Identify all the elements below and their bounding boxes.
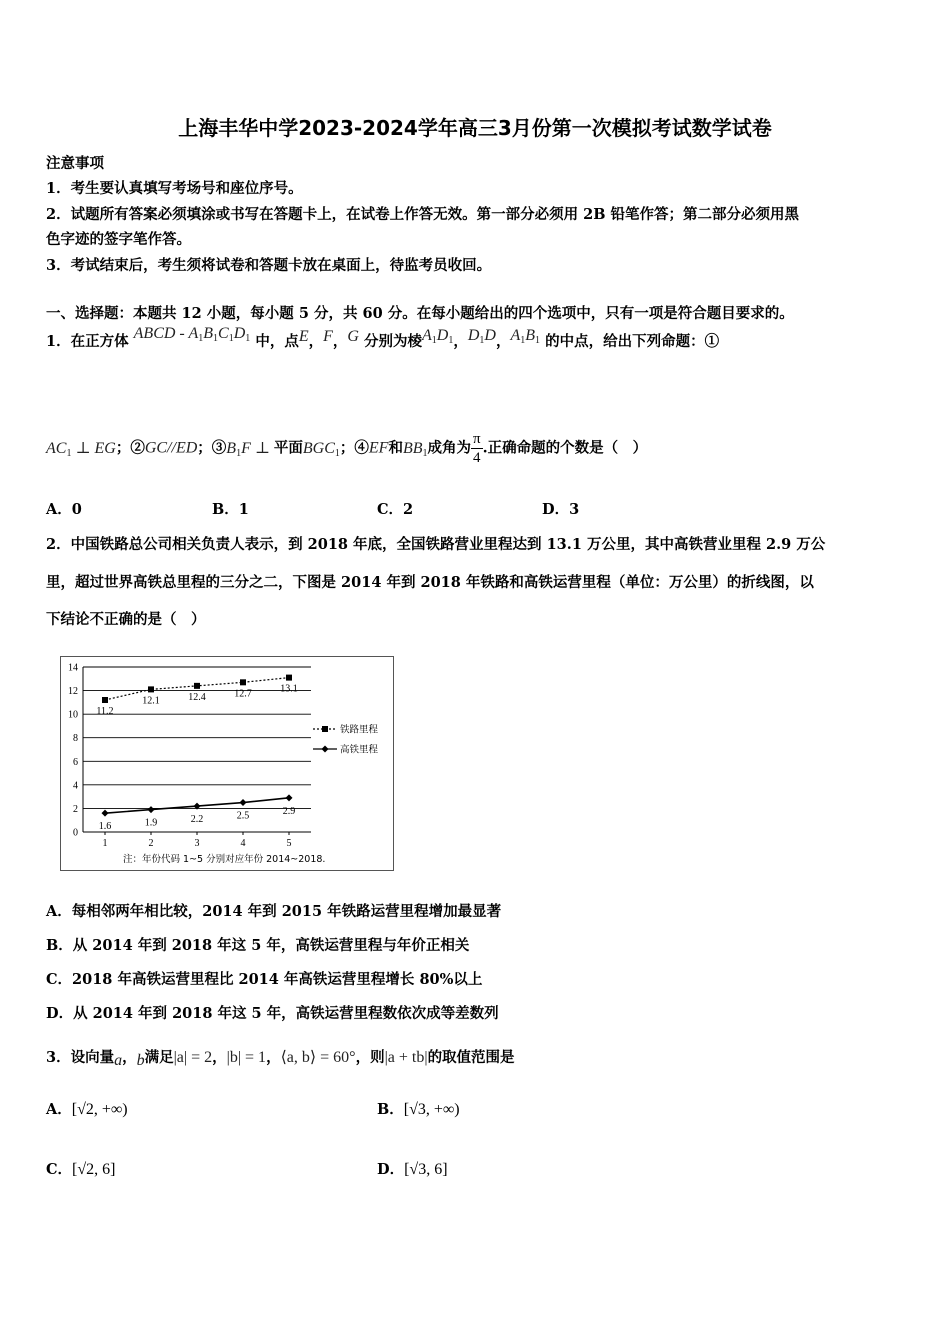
q1-comma-3: ， bbox=[453, 333, 468, 350]
highspeed-point-1 bbox=[102, 810, 109, 817]
q1-sep-1: ；② bbox=[115, 439, 145, 457]
y-tick-label-6: 6 bbox=[73, 756, 78, 768]
q1-p4-sub: 1 bbox=[422, 447, 428, 459]
q2-option-d[interactable]: D．从 2014 年到 2018 年这 5 年，高铁运营里程数依次成等差数列 bbox=[46, 1005, 499, 1022]
q1-d1d-s: 1 bbox=[479, 335, 485, 346]
q1-frac-top: π bbox=[472, 431, 481, 447]
railway-point-5 bbox=[286, 675, 292, 681]
y-tick-label-0: 0 bbox=[73, 827, 78, 839]
q1-pi-over-4 bbox=[471, 430, 483, 467]
y-tick-label-12: 12 bbox=[68, 686, 78, 698]
q1-p3-bgc-sub: 1 bbox=[334, 447, 340, 459]
q1-text-2: 中，点 bbox=[255, 333, 299, 350]
q3-option-c-label: C． bbox=[46, 1161, 73, 1178]
railway-point-1 bbox=[102, 697, 108, 703]
q1-comma-2: ， bbox=[332, 333, 348, 350]
q3-option-a-value: [√2, +∞) bbox=[71, 1101, 128, 1118]
q1-cube-sub3: 1 bbox=[228, 333, 234, 344]
legend-marker-railway bbox=[322, 726, 328, 732]
q3-comma: ， bbox=[122, 1049, 137, 1066]
q3-option-b-value: [√3, +∞) bbox=[403, 1101, 460, 1118]
y-tick-label-2: 2 bbox=[73, 803, 78, 815]
railway-label-3: 12.4 bbox=[188, 691, 206, 703]
q1-cube-label bbox=[134, 325, 251, 342]
question-3-line bbox=[46, 1046, 515, 1067]
railway-point-4 bbox=[240, 679, 246, 685]
highspeed-label-2: 1.9 bbox=[144, 817, 158, 829]
x-tick-label-3: 3 bbox=[194, 838, 200, 849]
q2-option-c[interactable]: C．2018 年高铁运营里程比 2014 年高铁运营里程增长 80%以上 bbox=[46, 971, 483, 988]
railway-point-2 bbox=[148, 686, 154, 692]
q3-abs-b: |b| = 1 bbox=[226, 1049, 267, 1066]
q1-p4-bb1 bbox=[403, 440, 428, 457]
q1-cube-sub4: 1 bbox=[245, 333, 251, 344]
q2-option-b[interactable]: B．从 2014 年到 2018 年这 5 年，高铁运营里程与年价正相关 bbox=[46, 937, 470, 954]
q1-option-a[interactable]: A．0 bbox=[46, 501, 82, 518]
railway-label-2: 12.1 bbox=[142, 695, 160, 707]
y-tick-label-8: 8 bbox=[73, 733, 78, 745]
highspeed-label-5: 2.9 bbox=[282, 805, 296, 817]
page-title: 上海丰华中学2023-2024学年高三3月份第一次模拟考试数学试卷 bbox=[178, 116, 772, 140]
y-tick-label-4: 4 bbox=[73, 780, 78, 792]
q1-a1b1-s2: 1 bbox=[535, 335, 541, 346]
q3-intro: 3．设向量 bbox=[46, 1049, 115, 1066]
q3-option-a-label: A． bbox=[46, 1101, 72, 1118]
notice-item-2a: 2．试题所有答案必须填涂或书写在答题卡上，在试卷上作答无效。第一部分必须用 2B 铅笔作答；第二部分必须用黑 bbox=[46, 206, 800, 223]
x-tick-label-5: 5 bbox=[286, 838, 292, 849]
q3-option-d-label: D． bbox=[377, 1161, 405, 1178]
q1-p4-angle: 成角为 bbox=[427, 439, 471, 457]
q1-p4-ef: EF bbox=[368, 439, 389, 457]
q1-cube-sub1: 1 bbox=[198, 333, 204, 344]
q3-abs-a: |a| = 2 bbox=[173, 1049, 213, 1066]
q1-cube-a: ABCD - A bbox=[133, 325, 199, 342]
question-1-line-1 bbox=[46, 325, 720, 352]
notice-item-2b: 色字迹的签字笔作答。 bbox=[46, 231, 191, 248]
q1-p3-b: B bbox=[226, 439, 237, 457]
q1-text-3: 分别为棱 bbox=[364, 333, 423, 350]
q1-point-g: G bbox=[347, 328, 359, 345]
legend-label-railway: 铁路里程 bbox=[340, 724, 379, 736]
line-chart bbox=[61, 657, 393, 870]
q3-option-c[interactable] bbox=[46, 1158, 115, 1179]
q1-d1d-d: D bbox=[467, 327, 480, 344]
line-chart-frame bbox=[60, 656, 394, 871]
q1-option-c[interactable]: C．2 bbox=[377, 501, 414, 518]
q1-text-4: 的中点，给出下列命题：① bbox=[545, 333, 720, 350]
q1-p3-bgc bbox=[303, 440, 340, 457]
q1-edge-a1d1 bbox=[422, 327, 453, 344]
highspeed-label-1: 1.6 bbox=[98, 821, 112, 833]
q3-text-2: 满足 bbox=[144, 1049, 174, 1066]
q1-p4-and: 和 bbox=[388, 439, 403, 457]
highspeed-point-2 bbox=[148, 806, 155, 813]
x-tick-label-4: 4 bbox=[240, 838, 246, 849]
q1-a1b1-a: A bbox=[510, 327, 521, 344]
q1-sep-3: ；④ bbox=[339, 439, 369, 457]
railway-label-1: 11.2 bbox=[96, 706, 114, 717]
q3-option-d[interactable] bbox=[377, 1158, 448, 1179]
section-heading: 一、选择题：本题共 12 小题，每小题 5 分，共 60 分。在每小题给出的四个选项中，只有一项是符合题目要求的。 bbox=[46, 305, 794, 322]
q1-a1b1-b: B bbox=[525, 327, 536, 344]
q1-a1d1-d: D bbox=[436, 327, 449, 344]
highspeed-label-3: 2.2 bbox=[190, 814, 204, 826]
q1-point-f: F bbox=[323, 328, 333, 345]
q1-cube-c: C bbox=[218, 325, 229, 342]
q3-option-a[interactable] bbox=[46, 1098, 128, 1119]
q1-p4-bb: BB bbox=[402, 439, 423, 457]
q3-angle: ⟨a, b⟩ = 60° bbox=[280, 1049, 356, 1066]
q3-vector-a: a bbox=[114, 1052, 123, 1069]
q1-p3-f: F bbox=[241, 439, 251, 457]
q1-sep-2: ；③ bbox=[197, 439, 227, 457]
q1-p3-perp: ⊥ bbox=[250, 439, 274, 457]
x-tick-label-1: 1 bbox=[102, 838, 108, 849]
q1-prop-3 bbox=[226, 440, 274, 457]
q1-p3-sub: 1 bbox=[236, 447, 242, 459]
y-tick-label-14: 14 bbox=[68, 662, 78, 674]
x-tick-label-2: 2 bbox=[148, 838, 154, 849]
q1-a1d1-s2: 1 bbox=[448, 335, 454, 346]
railway-label-5: 13.1 bbox=[280, 683, 298, 695]
q3-option-d-value: [√3, 6] bbox=[404, 1161, 448, 1178]
question-2-line-2: 里，超过世界高铁总里程的三分之二，下图是 2014 年到 2018 年铁路和高铁运营里程（单位：万公里）的折线图，以 bbox=[46, 574, 814, 591]
highspeed-label-4: 2.5 bbox=[236, 810, 250, 822]
railway-label-4: 12.7 bbox=[234, 688, 252, 700]
q1-a1d1-s1: 1 bbox=[431, 335, 437, 346]
q3-comma-3: ， bbox=[266, 1049, 281, 1066]
q1-prop-1 bbox=[46, 440, 116, 457]
notice-item-1: 1．考生要认真填写考场号和座位序号。 bbox=[46, 180, 303, 197]
q3-option-b[interactable] bbox=[377, 1098, 460, 1119]
q3-option-b-label: B． bbox=[377, 1101, 404, 1118]
y-tick-label-10: 10 bbox=[68, 709, 78, 721]
q1-d1d-d2: D bbox=[484, 327, 496, 344]
q1-p1-sub: 1 bbox=[66, 447, 72, 459]
q1-intro: 1．在正方体 bbox=[46, 333, 129, 350]
q1-p1-eg: ⊥ EG bbox=[71, 439, 116, 457]
q1-frac-bottom: 4 bbox=[473, 450, 481, 466]
question-2-line-1: 2．中国铁路总公司相关负责人表示，到 2018 年底，全国铁路营业里程达到 13.1 万公里，其中高铁营业里程 2.9 万公 bbox=[46, 536, 826, 553]
q1-p3-plane: 平面 bbox=[273, 439, 303, 457]
q3-text-3: ，则 bbox=[355, 1049, 385, 1066]
q3-vector-b: b bbox=[136, 1052, 145, 1069]
chart-note: 注：年份代码 1~5 分别对应年份 2014~2018. bbox=[123, 854, 326, 865]
q1-cube-d: D bbox=[233, 325, 246, 342]
q1-point-e: E bbox=[298, 328, 309, 345]
q1-a1d1-a: A bbox=[422, 327, 432, 344]
q1-p1-ac: AC bbox=[46, 439, 67, 457]
q3-text-4: 的取值范围是 bbox=[427, 1049, 515, 1066]
legend-label-highspeed: 高铁里程 bbox=[340, 744, 379, 756]
q1-edge-a1b1 bbox=[510, 327, 540, 344]
q1-option-d[interactable]: D．3 bbox=[542, 501, 580, 518]
q1-comma-4: ， bbox=[495, 333, 511, 350]
q1-cube-sub2: 1 bbox=[213, 333, 219, 344]
q1-a1b1-s1: 1 bbox=[520, 335, 526, 346]
highspeed-point-5 bbox=[286, 794, 293, 801]
q3-comma-2: ， bbox=[212, 1049, 227, 1066]
q1-edge-d1d bbox=[468, 327, 496, 344]
q1-option-b[interactable]: B．1 bbox=[212, 501, 249, 518]
question-2-line-3: 下结论不正确的是（ ） bbox=[46, 611, 206, 628]
legend-marker-highspeed bbox=[322, 746, 329, 753]
railway-point-3 bbox=[194, 683, 200, 689]
q1-comma-1: ， bbox=[308, 333, 324, 350]
notice-item-3: 3．考试结束后，考生须将试卷和答题卡放在桌面上，待监考员收回。 bbox=[46, 257, 492, 274]
q1-p4-end: .正确命题的个数是（ ） bbox=[482, 439, 648, 457]
q3-expression: |a + tb| bbox=[384, 1049, 428, 1066]
notice-heading: 注意事项 bbox=[46, 155, 104, 172]
highspeed-point-4 bbox=[240, 799, 247, 806]
question-1-line-2 bbox=[46, 430, 647, 467]
q3-option-c-value: [√2, 6] bbox=[72, 1161, 116, 1178]
q2-option-a[interactable]: A．每相邻两年相比较，2014 年到 2015 年铁路运营里程增加最显著 bbox=[46, 903, 502, 920]
q1-cube-b: B bbox=[203, 325, 214, 342]
q1-prop-2: GC//ED bbox=[144, 439, 198, 457]
q1-p3-bgc-text: BGC bbox=[302, 439, 335, 457]
